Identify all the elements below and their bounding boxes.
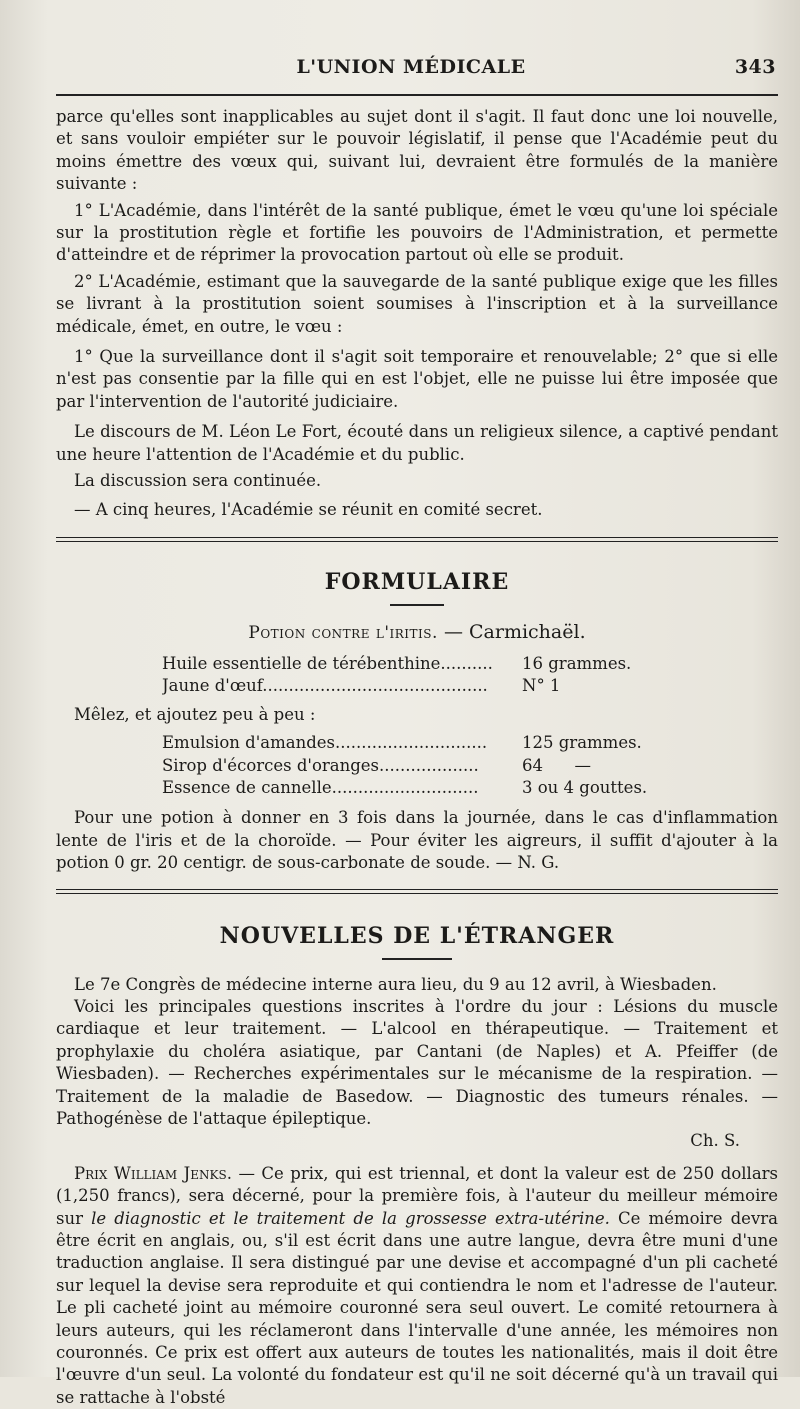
news-paragraph: Le 7e Congrès de médecine interne aura lieu, du 9 au 12 avril, à Wiesbaden. bbox=[74, 974, 717, 994]
ingredient-qty: 125 grammes. bbox=[522, 733, 642, 753]
heading-rule bbox=[382, 958, 452, 960]
journal-title: L'UNION MÉDICALE bbox=[296, 56, 526, 78]
prescription-note: Pour une potion à donner en 3 fois dans la journée, dans le cas d'inflammation lente de l'iris et de la choroïde. — Pour éviter les aigreurs, il suffit d'ajouter à la potion 0 gr. 20 centigr. de sous-carbonate de soude. — N. G. bbox=[56, 808, 778, 873]
ingredient-row bbox=[162, 777, 778, 799]
article-paragraph: 1° Que la surveillance dont il s'agit soit temporaire et renouvelable; 2° que si elle n'est pas consentie par la fille qui en est l'objet, elle ne puisse lui être imposée que par l'intervention de l'autorité judiciaire. bbox=[56, 347, 778, 411]
article-paragraph: 1° L'Académie, dans l'intérêt de la santé publique, émet le vœu qu'une loi spéciale sur la prostitution règle et fortifie les pouvoirs de l'Administration, et permette d'atteindre et de réprimer la provocation partout où elle se produit. bbox=[56, 200, 778, 265]
section-heading: NOUVELLES DE L'ÉTRANGER bbox=[219, 922, 615, 949]
prize-name: Prix William Jenks. bbox=[74, 1163, 232, 1183]
ingredient-row bbox=[162, 755, 778, 777]
mix-instruction: Mêlez, et ajoutez peu à peu : bbox=[74, 704, 316, 724]
prize-paragraph bbox=[56, 1163, 778, 1409]
running-header bbox=[56, 56, 778, 86]
ingredient-name: Emulsion d'amandes............................. bbox=[162, 733, 488, 753]
ingredient-row bbox=[162, 653, 778, 675]
ingredient-name: Sirop d'écorces d'oranges................... bbox=[162, 755, 479, 775]
section-divider bbox=[56, 889, 778, 894]
ingredient-list bbox=[162, 732, 778, 799]
page-number: 343 bbox=[734, 56, 776, 78]
ingredient-qty: 16 grammes. bbox=[522, 653, 632, 673]
heading-rule bbox=[390, 604, 444, 606]
ingredient-name: Huile essentielle de térébenthine.......... bbox=[162, 653, 493, 673]
nouvelles-section bbox=[56, 922, 778, 1409]
section-divider bbox=[56, 537, 778, 542]
prescription-title bbox=[56, 620, 778, 645]
news-paragraph: Voici les principales questions inscrites à l'ordre du jour : Lésions du muscle cardiaque et leur traitement. — L'alcool en thérapeutique. — Traitement et prophylaxie du choléra asiatique, par Cantani (de Naples) et A. Pfeiffer (de Wiesbaden). — Recherches expérimentales sur le mécanisme de la respiration. — Traitement de la maladie de Basedow. — Diagnostic des tumeurs rénales. — Pathogénèse de l'attaque épileptique. bbox=[56, 996, 778, 1128]
author-signature: Ch. S. bbox=[690, 1131, 740, 1151]
formulaire-section bbox=[56, 568, 778, 875]
prescription-author: Carmichaël. bbox=[469, 620, 586, 643]
article-paragraph: parce qu'elles sont inapplicables au sujet dont il s'agit. Il faut donc une loi nouvelle, et sans vouloir empiéter sur le pouvoir législatif, il pense que l'Académie peut du moins émettre des vœux qui, suivant lui, devraient être formulés de la manière suivante : bbox=[56, 107, 778, 194]
ingredient-qty: N° 1 bbox=[522, 676, 561, 696]
ingredient-name: Essence de cannelle............................ bbox=[162, 777, 479, 797]
ingredient-list bbox=[162, 653, 778, 698]
top-article bbox=[56, 106, 778, 521]
article-paragraph: Le discours de M. Léon Le Fort, écouté dans un religieux silence, a captivé pendant une heure l'attention de l'Académie et du public. bbox=[56, 422, 778, 464]
section-heading: FORMULAIRE bbox=[324, 568, 510, 595]
article-paragraph: — A cinq heures, l'Académie se réunit en comité secret. bbox=[74, 499, 543, 519]
prize-text: — Ce prix, qui est triennal, et dont la valeur est de 250 dollars (1,250 francs), sera décerné, pour la première fois, à l'auteur du meilleur mémoire sur bbox=[56, 1163, 779, 1228]
article-paragraph: La discussion sera continuée. bbox=[74, 471, 322, 491]
title-dash: — bbox=[437, 620, 469, 643]
article-paragraph: 2° L'Académie, estimant que la sauvegarde de la santé publique exige que les filles se livrant à la prostitution soient soumises à l'inscription et à la surveillance médicale, émet, en outre, le vœu : bbox=[56, 271, 778, 336]
prescription-name: Potion contre l'iritis. bbox=[248, 622, 438, 643]
ingredient-name: Jaune d'œuf........................................... bbox=[162, 676, 488, 696]
header-rule bbox=[56, 94, 778, 96]
ingredient-qty: 3 ou 4 gouttes. bbox=[522, 777, 648, 797]
ingredient-row bbox=[162, 675, 778, 697]
prize-text-continued: Ce mémoire devra être écrit en anglais, ou, s'il est écrit dans une autre langue, devra être muni d'une traduction anglaise. Il sera distingué par une devise et accompagné d'un pli cacheté sur lequel la devise sera reproduite et qui contiendra le nom et l'adresse de l'auteur. Le pli cacheté joint au mémoire couronné sera seul ouvert. Le comité retournera à leurs auteurs, qui les réclameront dans l'intervalle d'une année, les mémoires non couronnés. Ce prix est offert aux auteurs de toutes les nationalités, mais il doit être l'œuvre d'un seul. La volonté du fondateur est qu'il ne soit décerné qu'à un travail qui se rattache à l'obsté bbox=[56, 1208, 778, 1407]
ingredient-row bbox=[162, 732, 778, 754]
prize-topic: le diagnostic et le traitement de la grossesse extra-utérine. bbox=[91, 1208, 610, 1228]
ingredient-qty: 64 — bbox=[522, 755, 591, 775]
